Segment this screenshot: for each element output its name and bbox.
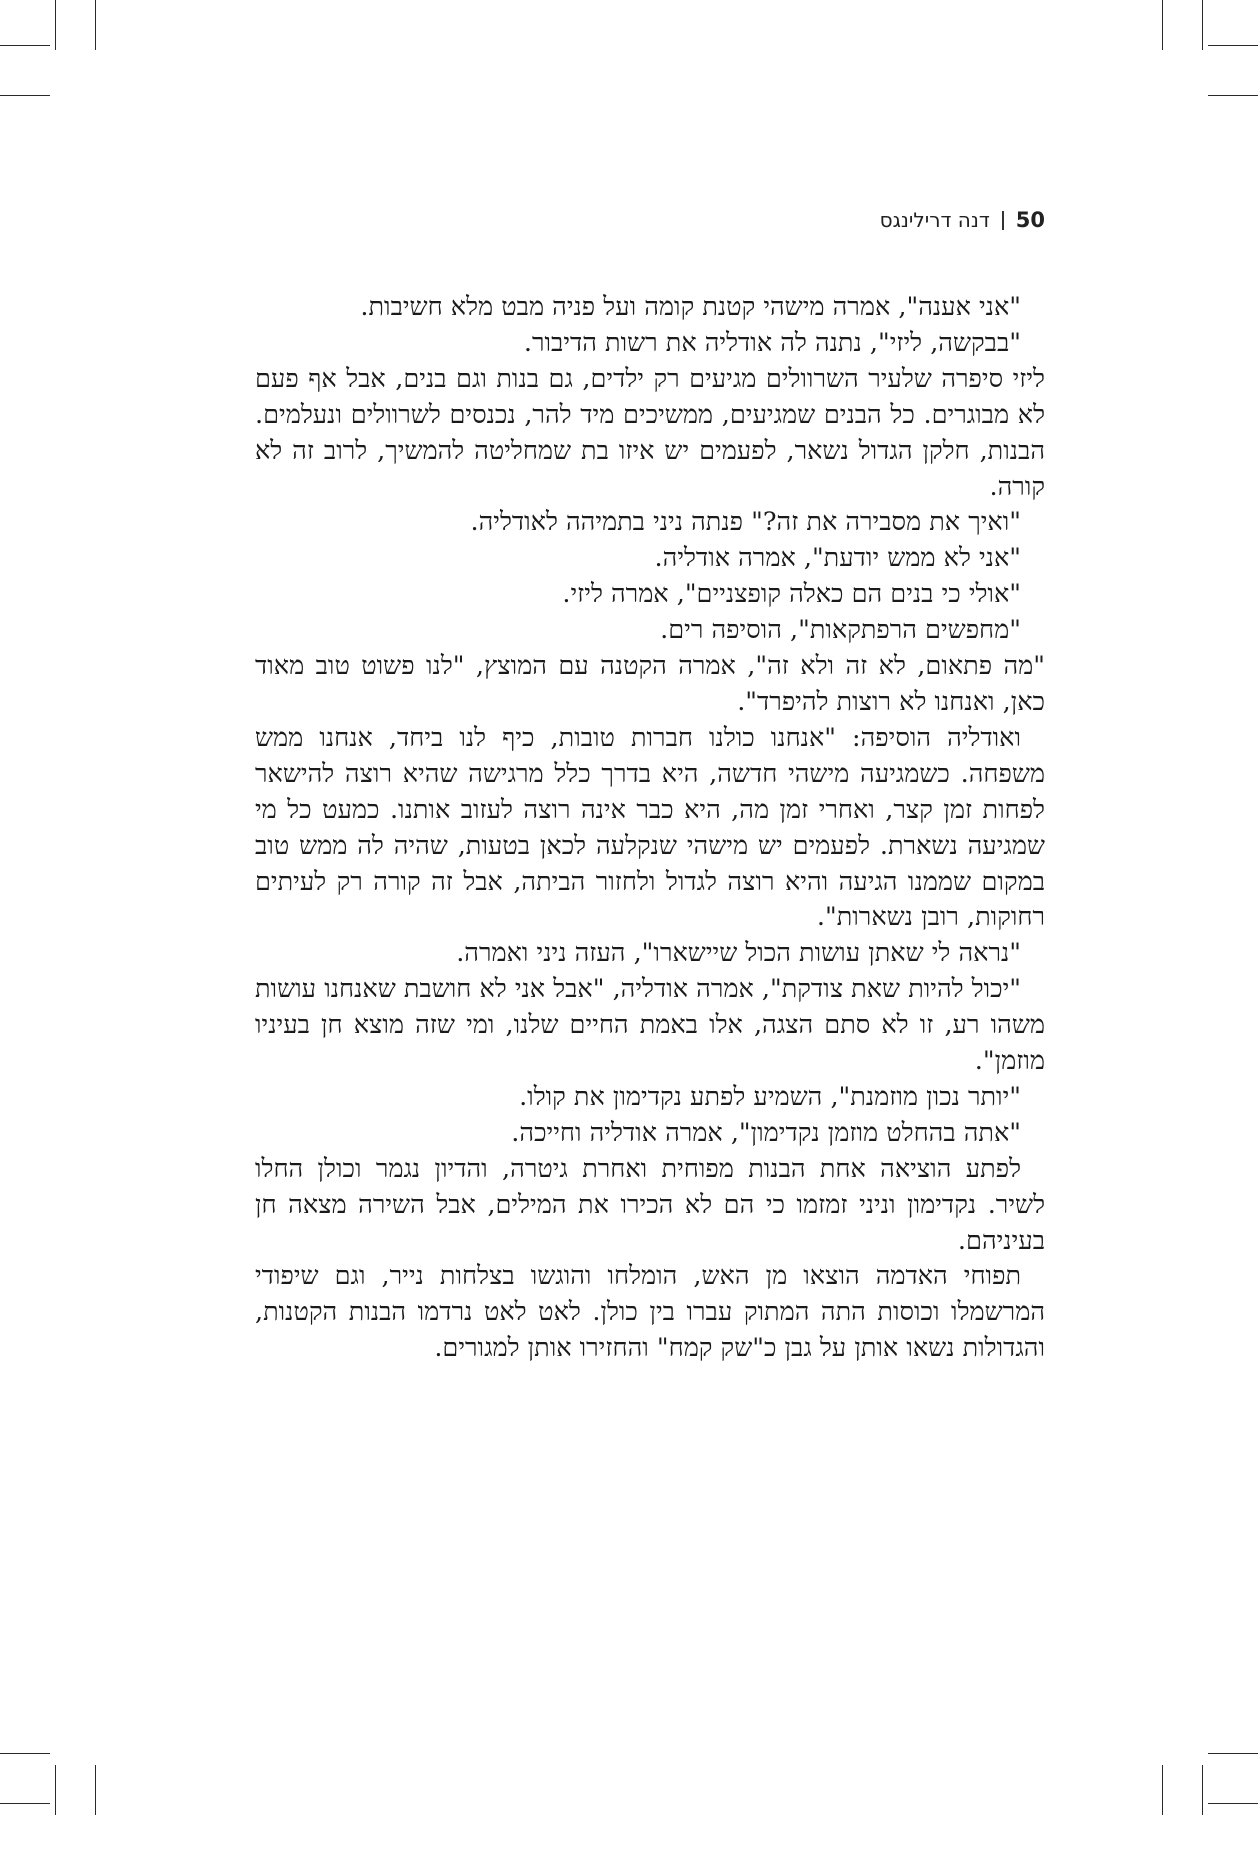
paragraph: ליזי סיפרה שלעיר השרוולים מגיעים רק ילדים, גם בנות וגם בנים, אבל אף פעם לא מבוגרים. כל הבנים שמגיעים, ממשיכים מיד להר, נכנסים לשרוולים ונעלמים. הבנות, חלקן הגדול נשאר, לפעמים יש איזו בת שמחליטה להמשיך, לרוב זה לא קורה. bbox=[255, 363, 1045, 502]
paragraph: "מחפשים הרפתקאות", הוסיפה רים. bbox=[660, 615, 1021, 646]
crop-mark bbox=[1162, 1765, 1163, 1815]
author-name: דנה דרילינגס bbox=[879, 208, 990, 232]
body-text bbox=[255, 290, 1045, 1367]
paragraph: לפתע הוציאה אחת הבנות מפוחית ואחרת גיטרה, והדיון נגמר וכולן החלו לשיר. נקדימון וניני זמזמו כי הם לא הכירו את המילים, אבל השירה מצאה חן בעיניהם. bbox=[255, 1153, 1045, 1256]
paragraph: ואודליה הוסיפה: "אנחנו כולנו חברות טובות, כיף לנו ביחד, אנחנו ממש משפחה. כשמגיעה מישהי חדשה, היא בדרך כלל מרגישה שהיא רוצה להישאר לפחות זמן קצר, ואחרי זמן מה, היא כבר אינה רוצה לעזוב אותנו. כמעט כל מי שמגיעה נשארת. לפעמים יש מישהי שנקלעה לכאן בטעות, שהיה לה ממש טוב במקום שממנו הגיעה והיא רוצה לגדול ולחזור הביתה, אבל זה קורה רק לעיתים רחוקות, רובן נשארות". bbox=[255, 722, 1045, 933]
crop-mark bbox=[1208, 45, 1258, 46]
crop-mark bbox=[95, 1765, 96, 1815]
crop-mark bbox=[1208, 1803, 1258, 1804]
paragraph: "אני אענה", אמרה מישהי קטנת קומה ועל פניה מבט מלא חשיבות. bbox=[360, 292, 1021, 322]
running-header bbox=[255, 208, 1045, 232]
paragraph: "יכול להיות שאת צודקת", אמרה אודליה, "אבל אני לא חושבת שאנחנו עושות משהו רע, זו לא סתם הצגה, אלו באמת החיים שלנו, ומי שזה מוצא חן בעיניו מוזמן". bbox=[255, 974, 1045, 1077]
crop-mark bbox=[55, 1765, 56, 1815]
crop-mark bbox=[0, 45, 50, 46]
crop-mark bbox=[1202, 0, 1203, 50]
crop-mark bbox=[1202, 1765, 1203, 1815]
paragraph: תפוחי האדמה הוצאו מן האש, הומלחו והוגשו בצלחות נייר, וגם שיפודי המרשמלו וכוסות התה המתוק עברו בין כולן. לאט לאט נרדמו הבנות הקטנות, והגדולות נשאו אותן על גבן כ"שק קמח" והחזירו אותן למגורים. bbox=[255, 1261, 1045, 1364]
crop-mark bbox=[0, 1803, 50, 1804]
crop-mark bbox=[95, 0, 96, 50]
paragraph: "נראה לי שאתן עושות הכול שיישארו", העזה ניני ואמרה. bbox=[456, 938, 1021, 969]
crop-mark bbox=[1208, 95, 1258, 96]
paragraph: "יותר נכון מוזמנת", השמיע לפתע נקדימון את קולו. bbox=[519, 1081, 1021, 1112]
header-separator bbox=[1002, 211, 1004, 230]
paragraph: "אתה בהחלט מוזמן נקדימון", אמרה אודליה וחייכה. bbox=[511, 1117, 1021, 1148]
crop-mark bbox=[0, 1753, 50, 1754]
paragraph: "ואיך את מסבירה את זה?" פנתה ניני בתמיהה לאודליה. bbox=[470, 507, 1021, 538]
paragraph: "בבקשה, ליזי", נתנה לה אודליה את רשות הדיבור. bbox=[523, 327, 1021, 358]
crop-mark bbox=[1208, 1753, 1258, 1754]
crop-mark bbox=[0, 95, 50, 96]
paragraph: "אולי כי בנים הם כאלה קופצניים", אמרה ליזי. bbox=[562, 579, 1021, 610]
paragraph: "מה פתאום, לא זה ולא זה", אמרה הקטנה עם המוצץ, "לנו פשוט טוב מאוד כאן, ואנחנו לא רוצות להיפרד". bbox=[255, 651, 1045, 717]
paragraph: "אני לא ממש יודעת", אמרה אודליה. bbox=[654, 543, 1021, 574]
crop-mark bbox=[1162, 0, 1163, 50]
crop-mark bbox=[55, 0, 56, 50]
page-number: 50 bbox=[1015, 208, 1045, 232]
